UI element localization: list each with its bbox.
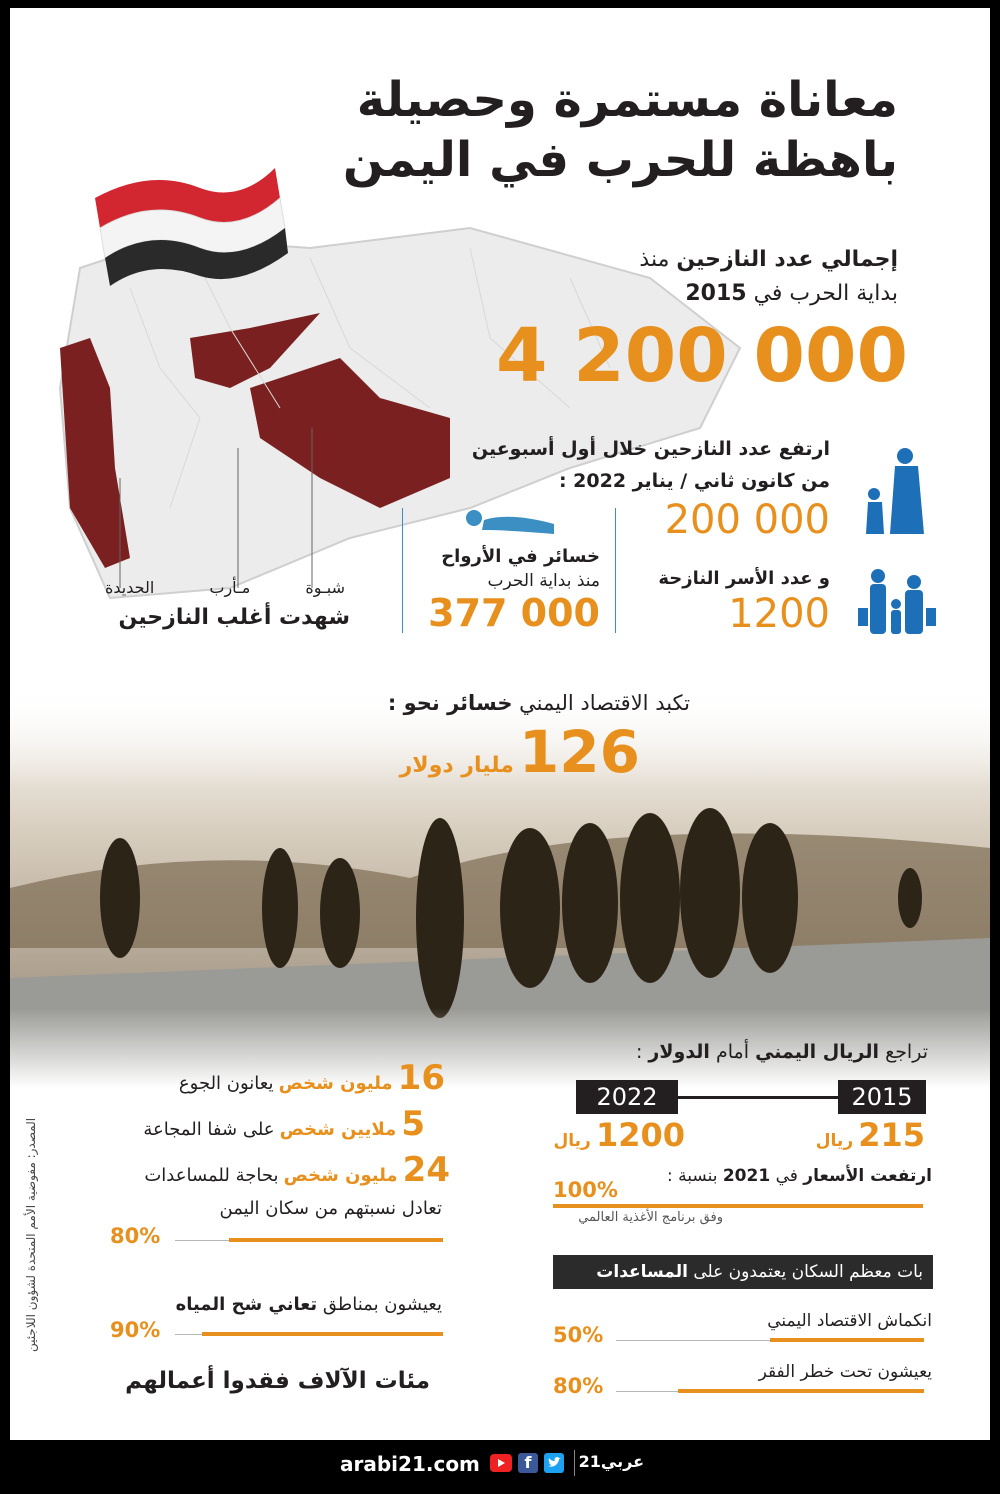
rial-unit-a: ريال bbox=[815, 1131, 854, 1151]
rial-value-b-block bbox=[545, 1116, 685, 1154]
prices-value: 100% bbox=[553, 1178, 618, 1202]
rial-unit-b: ريال bbox=[553, 1131, 591, 1151]
casualties-label: خسائر في الأرواح bbox=[441, 546, 600, 567]
region-shabwa: شبـوة bbox=[305, 578, 345, 597]
poverty-bar-fill bbox=[678, 1389, 924, 1393]
region-marib: مـأرب bbox=[209, 578, 251, 597]
aid-need-rest: بحاجة للمساعدات bbox=[144, 1165, 279, 1186]
families-label: و عدد الأسر النازحة bbox=[658, 568, 830, 589]
rise-line1: ارتفع عدد النازحين خلال أول أسبوعين bbox=[471, 438, 830, 460]
poverty-label: يعيشون تحت خطر الفقر bbox=[758, 1362, 932, 1382]
poverty-value: 80% bbox=[553, 1374, 604, 1398]
water-value: 90% bbox=[110, 1318, 161, 1342]
contraction-label: انكماش الاقتصاد اليمني bbox=[767, 1311, 932, 1331]
hunger-row bbox=[110, 1058, 445, 1098]
prices-label-rest: في bbox=[775, 1166, 798, 1186]
economy-label bbox=[290, 691, 690, 715]
prices-bar bbox=[553, 1204, 923, 1208]
famine-row bbox=[70, 1104, 425, 1144]
economy-unit: مليار دولار bbox=[399, 753, 514, 778]
aid-box-prefix: بات معظم السكان يعتمدون على bbox=[693, 1262, 923, 1282]
rise-value: 200 000 bbox=[664, 497, 830, 543]
displaced-label-line2: بداية الحرب في bbox=[753, 281, 898, 306]
displaced-year: 2015 bbox=[685, 281, 747, 306]
rial-label-prefix: تراجع bbox=[885, 1041, 928, 1063]
economy-value-block bbox=[340, 720, 640, 784]
famine-num: 5 bbox=[401, 1104, 425, 1144]
famine-unit: ملايين شخص bbox=[279, 1119, 397, 1140]
displaced-label-rest: منذ bbox=[639, 247, 670, 272]
youtube-icon[interactable] bbox=[490, 1454, 512, 1472]
hunger-unit: مليون شخص bbox=[278, 1073, 393, 1094]
rial-value-a: 215 bbox=[858, 1116, 925, 1154]
hunger-num: 16 bbox=[397, 1058, 445, 1098]
water-label bbox=[130, 1294, 442, 1315]
displaced-value: 4 200 000 bbox=[496, 313, 908, 399]
facebook-icon[interactable]: f bbox=[518, 1453, 538, 1473]
region-hodeidah: الحديدة bbox=[105, 578, 155, 597]
aid-need-num: 24 bbox=[402, 1150, 450, 1190]
refugee-mother-icon bbox=[860, 446, 930, 536]
prices-note: وفق برنامج الأغذية العالمي bbox=[578, 1210, 723, 1225]
yemen-flag-icon bbox=[90, 158, 290, 288]
casualties-block bbox=[420, 546, 600, 635]
footer-bar bbox=[0, 1440, 1000, 1494]
casualty-icon bbox=[460, 508, 560, 538]
infographic-page bbox=[10, 8, 990, 1440]
footer-site[interactable]: arabi21.com bbox=[340, 1452, 480, 1476]
page-title bbox=[278, 70, 898, 190]
water-bar-fill bbox=[202, 1332, 443, 1336]
rial-value-a-block bbox=[805, 1116, 925, 1154]
family-icon bbox=[858, 568, 938, 638]
jobs-label: مئات الآلاف فقدوا أعمالهم bbox=[125, 1368, 430, 1394]
divider-right bbox=[615, 508, 616, 633]
prices-label-end: بنسبة : bbox=[667, 1166, 718, 1186]
water-label-bold: تعاني شح المياه bbox=[175, 1294, 318, 1315]
rial-year-b: 2022 bbox=[576, 1080, 678, 1114]
divider-left bbox=[402, 508, 403, 633]
famine-rest: على شفا المجاعة bbox=[143, 1119, 275, 1140]
families-value: 1200 bbox=[728, 591, 830, 637]
regions-names bbox=[105, 578, 345, 597]
casualties-value: 377 000 bbox=[428, 591, 600, 635]
contraction-value: 50% bbox=[553, 1323, 604, 1347]
casualties-sub: منذ بداية الحرب bbox=[487, 571, 600, 591]
displaced-label bbox=[478, 243, 898, 311]
rial-label bbox=[548, 1041, 928, 1063]
rial-value-b: 1200 bbox=[595, 1116, 685, 1154]
hunger-rest: يعانون الجوع bbox=[178, 1073, 274, 1094]
aid-need-unit: مليون شخص bbox=[283, 1165, 398, 1186]
aid-need-row bbox=[70, 1150, 450, 1190]
prices-year: 2021 bbox=[722, 1166, 771, 1186]
aid-need-bar-fill bbox=[229, 1238, 443, 1242]
aid-need-value: 80% bbox=[110, 1224, 161, 1248]
aid-need-line2: تعادل نسبتهم من سكان اليمن bbox=[219, 1198, 442, 1219]
aid-box-bold: المساعدات bbox=[596, 1262, 688, 1282]
prices-label-bold: ارتفعت الأسعار bbox=[803, 1166, 932, 1186]
rise-label bbox=[430, 433, 830, 497]
rial-label-bold1: الريال اليمني bbox=[755, 1041, 880, 1063]
rise-line2: من كانون ثاني / يناير 2022 : bbox=[558, 470, 830, 492]
rial-label-mid: أمام bbox=[716, 1041, 750, 1063]
aid-box bbox=[553, 1255, 933, 1289]
water-label-rest: يعيشون بمناطق bbox=[322, 1294, 442, 1315]
regions-caption: شهدت أغلب النازحين bbox=[118, 605, 350, 630]
contraction-bar-fill bbox=[770, 1338, 924, 1342]
rial-label-bold2: الدولار bbox=[648, 1041, 710, 1063]
twitter-icon[interactable] bbox=[544, 1453, 564, 1473]
rial-connector bbox=[678, 1096, 838, 1099]
economy-value: 126 bbox=[518, 718, 640, 786]
footer-divider bbox=[574, 1450, 575, 1476]
source-text: المصدر: مفوضية الأمم المتحدة لشؤون اللاجئين bbox=[24, 1118, 38, 1353]
title-line1: معاناة مستمرة وحصيلة bbox=[356, 72, 898, 128]
rial-label-suffix: : bbox=[635, 1041, 643, 1063]
economy-label-rest: تكبد الاقتصاد اليمني bbox=[519, 691, 690, 715]
title-line2: باهظة للحرب في اليمن bbox=[342, 132, 898, 188]
economy-label-bold: خسائر نحو : bbox=[387, 691, 513, 715]
displaced-label-bold: إجمالي عدد النازحين bbox=[676, 247, 898, 272]
footer-brand-logo: عربي21 bbox=[578, 1452, 644, 1471]
rial-year-a: 2015 bbox=[838, 1080, 926, 1114]
